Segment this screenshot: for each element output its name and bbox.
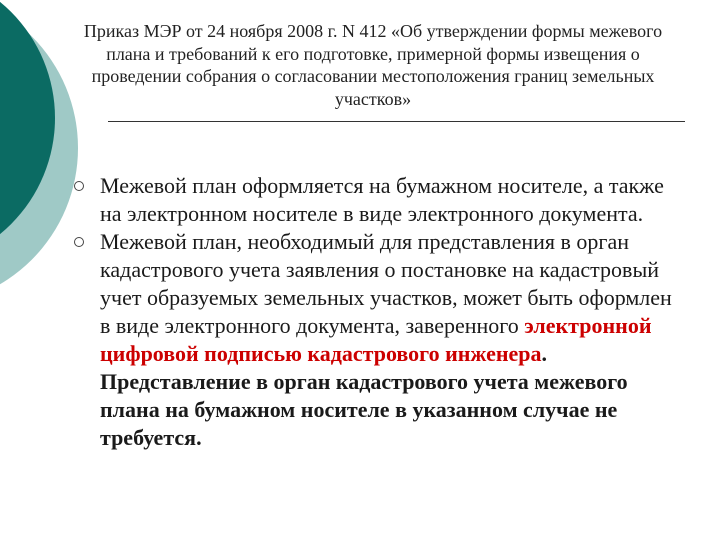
bullet-item-2 <box>72 228 672 452</box>
circle-bullet-icon <box>74 181 84 191</box>
bullet-text-part1: Межевой план, необходимый для представления в орган кадастрового учета заявления о постановке на кадастровый учет образуемых земельных участков, может быть оформлен в виде электронного документа, заверенного <box>100 229 672 338</box>
bullet-list <box>72 172 672 452</box>
highlighted-text: электронной цифровой подписью кадастрового инженера <box>100 313 652 366</box>
title-underline <box>108 121 685 122</box>
slide-title: Приказ МЭР от 24 ноября 2008 г. N 412 «Об утверждении формы межевого плана и требований к его подготовке, примерной формы извещения о проведении собрания о согласовании местоположения границ земельных участков» <box>83 21 663 109</box>
circle-bullet-icon <box>74 237 84 247</box>
bullet-text-part2: . <box>541 341 548 366</box>
bullet-text: Межевой план оформляется на бумажном носителе, а также на электронном носителе в виде электронного документа. <box>100 173 664 226</box>
bold-conclusion-text: Представление в орган кадастрового учета межевого плана на бумажном носителе в указанном случае не требуется. <box>100 369 628 450</box>
bullet-item-1 <box>72 172 672 228</box>
